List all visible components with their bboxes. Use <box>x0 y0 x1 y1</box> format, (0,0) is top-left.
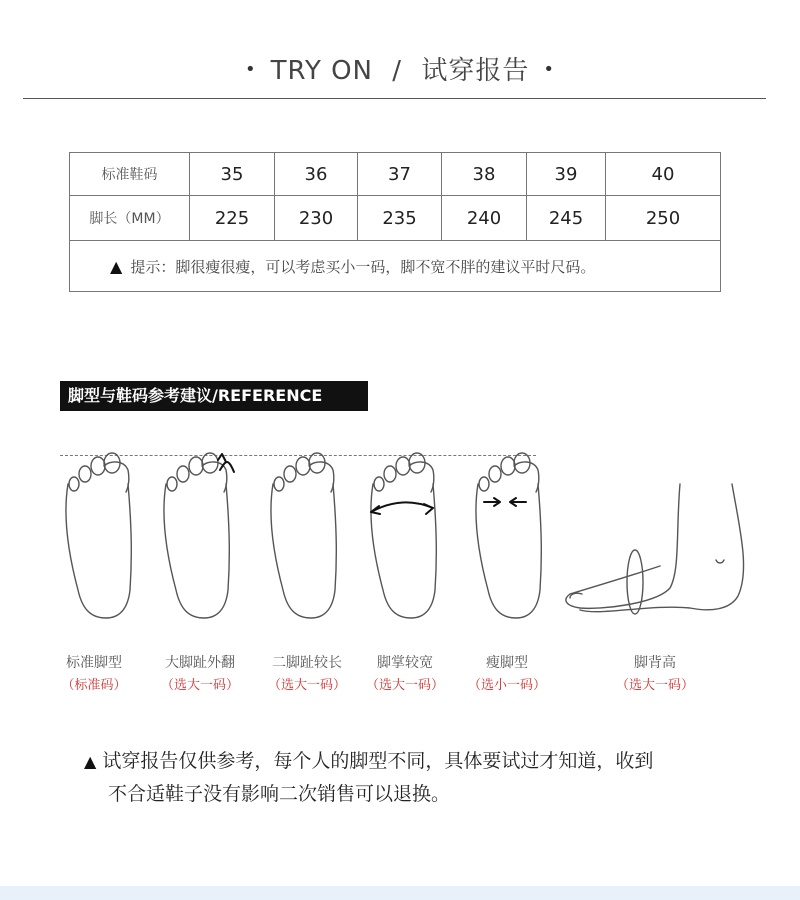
page-title <box>0 50 800 87</box>
size-cell: 35 <box>190 153 275 196</box>
foot-note: （选大一码） <box>365 678 444 693</box>
triangle-icon: ▲ <box>84 752 97 771</box>
foot-note: （选大一码） <box>615 678 694 693</box>
title-cn: 试穿报告 <box>421 56 530 86</box>
foot-note: （标准码） <box>61 678 127 693</box>
title-separator: / <box>392 56 403 86</box>
foot-label: 二脚趾较长 <box>272 655 342 671</box>
reference-heading: 脚型与鞋码参考建议/REFERENCE <box>60 381 368 411</box>
length-cell: 230 <box>275 196 358 241</box>
foot-standard <box>66 453 131 618</box>
length-cell: 235 <box>358 196 442 241</box>
length-cell: 225 <box>190 196 275 241</box>
foot-note: （选大一码） <box>267 678 346 693</box>
tip-text: 提示：脚很瘦很瘦，可以考虑买小一码，脚不宽不胖的建议平时尺码。 <box>130 257 596 276</box>
length-cell: 240 <box>442 196 527 241</box>
foot-long-second-toe <box>271 453 336 618</box>
foot-high-instep <box>566 484 744 614</box>
length-cell: 245 <box>527 196 606 241</box>
size-row-label: 标准鞋码 <box>70 153 190 196</box>
foot-label: 大脚趾外翻 <box>165 655 235 671</box>
length-row <box>70 196 721 241</box>
foot-slim <box>476 453 541 618</box>
size-cell: 40 <box>606 153 721 196</box>
bullet-right: • <box>543 59 555 80</box>
disclaimer-line2: 不合适鞋子没有影响二次销售可以退换。 <box>108 783 451 805</box>
foot-label: 脚掌较宽 <box>377 655 433 671</box>
foot-note: （选小一码） <box>467 678 546 693</box>
size-cell: 37 <box>358 153 442 196</box>
triangle-icon: ▲ <box>110 256 123 276</box>
foot-label: 瘦脚型 <box>486 655 528 671</box>
disclaimer <box>84 745 724 810</box>
title-en: TRY ON <box>270 56 374 86</box>
bullet-left: • <box>245 59 257 80</box>
tip-row <box>70 241 721 292</box>
size-cell: 36 <box>275 153 358 196</box>
length-cell: 250 <box>606 196 721 241</box>
disclaimer-line1: 试穿报告仅供参考，每个人的脚型不同，具体要试过才知道，收到 <box>102 750 654 772</box>
foot-wide <box>371 453 436 618</box>
foot-label: 脚背高 <box>634 655 676 671</box>
bottom-band <box>0 886 800 900</box>
tip-cell <box>70 241 721 292</box>
foot-bunion <box>164 453 234 618</box>
foot-illustrations <box>0 430 800 640</box>
size-cell: 38 <box>442 153 527 196</box>
foot-note: （选大一码） <box>160 678 239 693</box>
foot-label: 标准脚型 <box>66 655 122 671</box>
header-divider <box>23 98 766 99</box>
length-row-label: 脚长（MM） <box>70 196 190 241</box>
size-table <box>69 152 721 292</box>
size-cell: 39 <box>527 153 606 196</box>
size-row <box>70 153 721 196</box>
